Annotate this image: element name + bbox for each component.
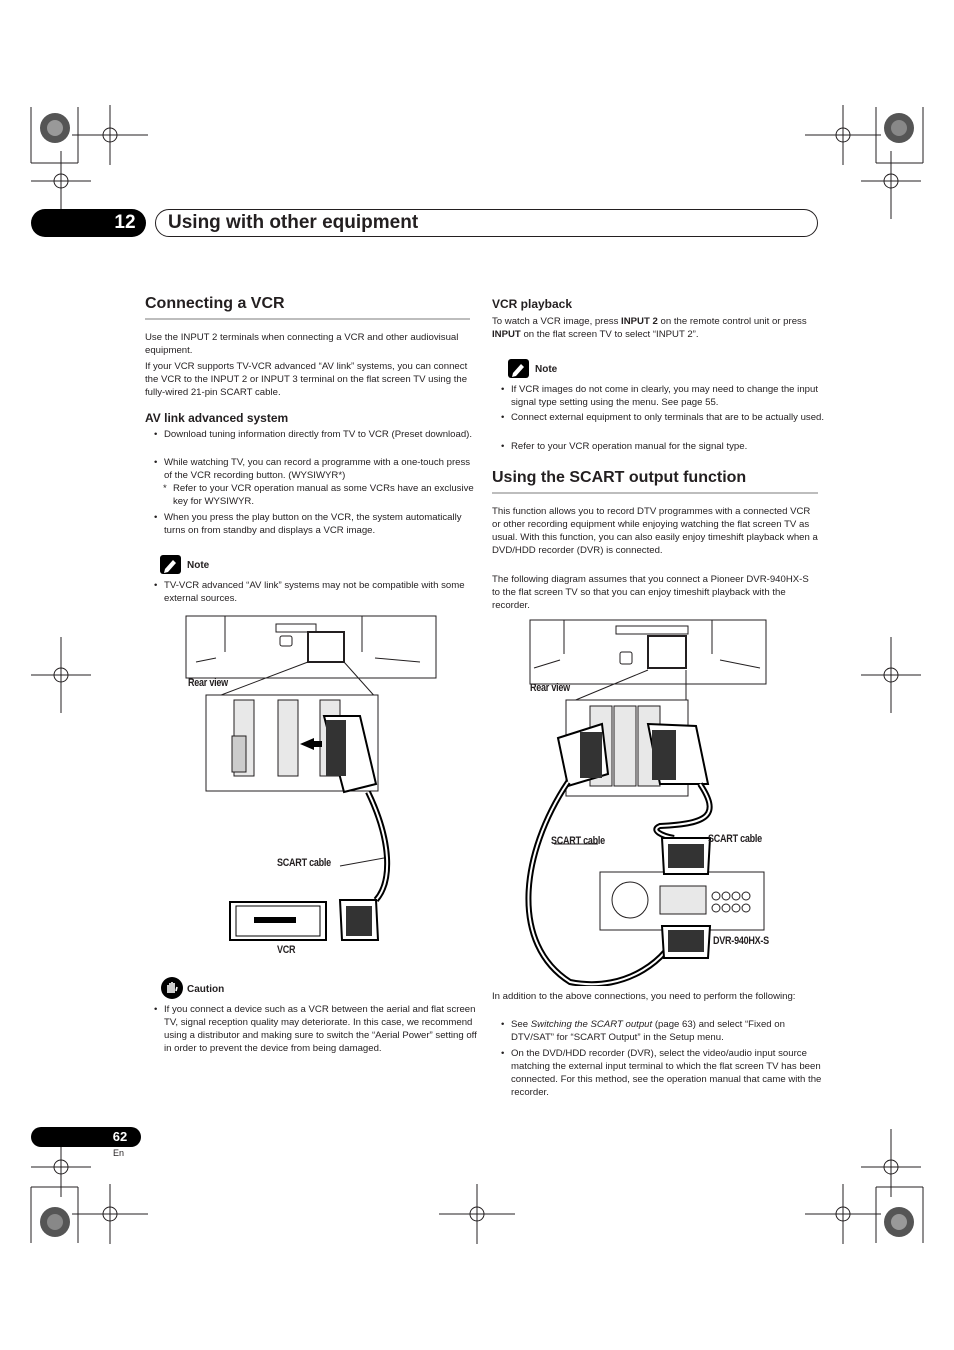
note-icon bbox=[160, 555, 181, 574]
av-link-bullet-3: • When you press the play button on the VCR, the system automatically turns on from standby and displays a VCR image. bbox=[154, 511, 482, 537]
section-rule bbox=[145, 318, 470, 320]
page-number: 62 bbox=[112, 1129, 128, 1144]
vcr-label: VCR bbox=[277, 944, 296, 956]
note-bullet: • TV-VCR advanced “AV link” systems may not be compatible with some external sources. bbox=[154, 579, 480, 605]
scart-paragraph-1: This function allows you to record DTV programmes with a connected VCR or other recording equipment while enjoying watching the flat screen TV as usual. With this function, you can also easily enjoy timeshift playback when a DVD/HDD recorder (DVR) is connected. bbox=[492, 506, 818, 556]
intro-paragraph-2: If your VCR supports TV-VCR advanced “AV link” systems, you can connect the VCR to the INPUT 2 or INPUT 3 terminal on the flat screen TV using the fully-wired 21-pin SCART cable. bbox=[145, 361, 468, 398]
av-link-bullet-1: • Download tuning information directly from TV to VCR (Preset download). bbox=[154, 428, 474, 441]
caution-hand-icon bbox=[161, 977, 183, 999]
scart-paragraph-2: The following diagram assumes that you connect a Pioneer DVR-940HX-S to the flat screen TV so that you can enjoy timeshift playback with the recorder. bbox=[492, 574, 809, 611]
av-link-footnote: * Refer to your VCR operation manual as some VCRs have an exclusive key for WYSIWYR. bbox=[163, 482, 475, 508]
right-scart-cable-left-label: SCART cable bbox=[551, 835, 605, 847]
caution-bullet: • If you connect a device such as a VCR between the aerial and flat screen TV, signal reception quality may deteriorate. In this case, we recommend using a distributor and making sure to switch the “Aerial Power” setting off in order to prevent the device from being damaged. bbox=[154, 1003, 480, 1055]
note-icon bbox=[508, 359, 529, 378]
right-rear-view-label: Rear view bbox=[530, 682, 570, 694]
chapter-title: Using with other equipment bbox=[168, 212, 419, 233]
intro-paragraph-1: Use the INPUT 2 terminals when connecting a VCR and other audiovisual equipment. bbox=[145, 332, 459, 356]
left-rear-view-label: Rear view bbox=[188, 677, 228, 689]
note-label: Note bbox=[187, 560, 210, 571]
language-code: En bbox=[113, 1148, 125, 1158]
vcr-playback-paragraph: To watch a VCR image, press INPUT 2 on the remote control unit or press INPUT on the flat screen TV to select “INPUT 2”. bbox=[492, 316, 807, 340]
av-link-heading: AV link advanced system bbox=[145, 411, 289, 425]
after-bullet-2: • On the DVD/HDD recorder (DVR), select the video/audio input source matching the external input terminal to which the flat screen TV has been connected. For this method, see the operation manual that came with the recorder. bbox=[501, 1047, 829, 1099]
right-scart-cable-right-label: SCART cable bbox=[708, 833, 762, 845]
section-title-connecting-vcr: Connecting a VCR bbox=[145, 295, 285, 312]
right-note-bullet-3: • Refer to your VCR operation manual for the signal type. bbox=[501, 440, 829, 453]
left-scart-cable-label: SCART cable bbox=[277, 857, 331, 869]
av-link-bullet-2: • While watching TV, you can record a programme with a one-touch press of the VCR recording button. (WYSIWYR*) bbox=[154, 456, 474, 482]
vcr-playback-heading: VCR playback bbox=[492, 297, 573, 311]
section-rule bbox=[492, 492, 818, 494]
right-note-bullet-1: • If VCR images do not come in clearly, you may need to change the input signal type setting using the menu. See page 55. bbox=[501, 383, 829, 409]
right-note-bullet-2: • Connect external equipment to only terminals that are to be actually used. bbox=[501, 411, 829, 424]
caution-label: Caution bbox=[187, 984, 225, 995]
vcr-connection-diagram bbox=[180, 612, 450, 952]
note-label: Note bbox=[535, 364, 558, 375]
chapter-number: 12 bbox=[114, 212, 136, 233]
after-paragraph: In addition to the above connections, you need to perform the following: bbox=[492, 991, 796, 1002]
dvr-connection-diagram bbox=[510, 614, 772, 986]
dvr-model-label: DVR-940HX-S bbox=[713, 935, 769, 947]
after-bullet-1: • See Switching the SCART output (page 63) and select “Fixed on DTV/SAT” for “SCART Output” in the Setup menu. bbox=[501, 1018, 829, 1044]
section-title-scart-output: Using the SCART output function bbox=[492, 469, 747, 486]
